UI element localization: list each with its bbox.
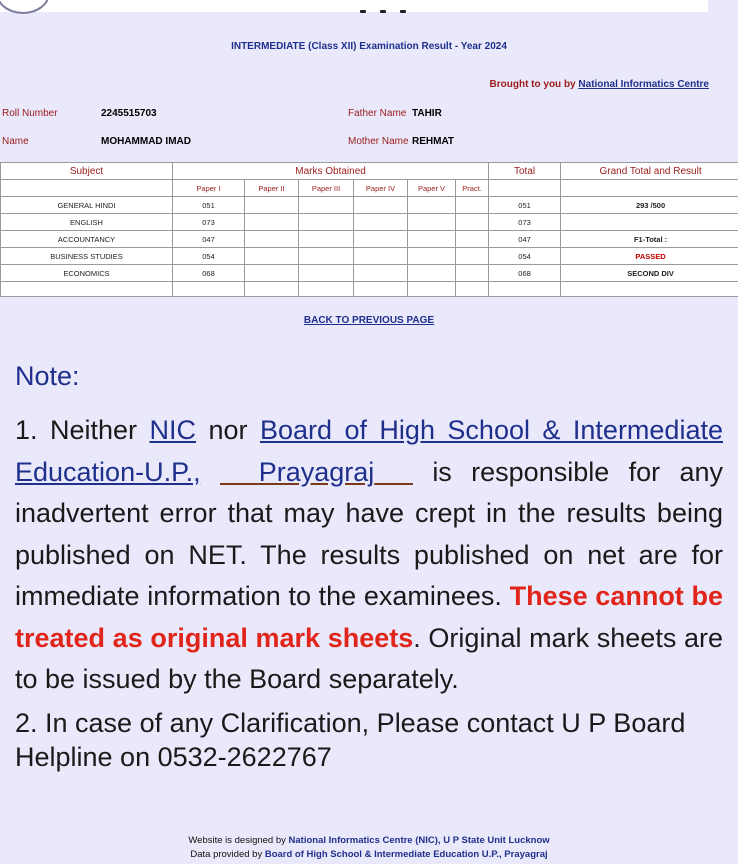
top-glyphs [360,0,420,4]
subject-cell: BUSINESS STUDIES [1,248,173,265]
result-label-cell: F1-Total : [561,231,738,248]
table-row [1,214,738,231]
paper-1-cell: 068 [173,265,245,282]
paper-3-header: Paper III [299,180,354,197]
footer-designer: National Informatics Centre (NIC), U P State Unit Lucknow [288,835,550,846]
footer-provider: Board of High School & Intermediate Education U.P., Prayagraj [264,849,548,860]
paper-1-cell: 054 [173,248,245,265]
note-text: . Original mark sheets are to be issued by the Board separately. [15,622,723,694]
page-title: INTERMEDIATE (Class XII) Examination Result - Year 2024 [231,41,507,52]
paper-5-header: Paper V [408,180,456,197]
note-text: 1. Neither [15,415,138,445]
brought-by [490,79,709,90]
empty-cell [1,180,173,197]
table-row [1,282,738,297]
paper-header-row [1,180,738,197]
footer-text: Data provided by [190,849,263,860]
total-cell: 051 [489,197,561,214]
roll-number-label: Roll Number [2,108,58,119]
note-text: nor [208,415,248,445]
mother-name-value: REHMAT [412,136,455,147]
subject-cell: ACCOUNTANCY [1,231,173,248]
top-band [0,0,708,12]
subject-cell: ECONOMICS [1,265,173,282]
note-paragraph-1 [15,410,723,701]
paper-2-header: Paper II [245,180,299,197]
father-name-label: Father Name [348,108,407,119]
grand-total-cell [561,214,738,231]
paper-1-cell: 073 [173,214,245,231]
result-status-cell: PASSED [561,248,738,265]
grand-header: Grand Total and Result [561,163,738,180]
subject-header: Subject [1,163,173,180]
prayagraj-text: Prayagraj [258,456,375,487]
footer-line-1 [0,834,738,848]
division-cell: SECOND DIV [561,265,738,282]
table-row [1,248,738,265]
name-label: Name [2,136,29,147]
footer [0,834,738,862]
practical-header: Pract. [456,180,489,197]
board-link[interactable]: Board of High School & Intermediate Education-U.P., [15,415,723,487]
total-header: Total [489,163,561,180]
subject-cell: ENGLISH [1,214,173,231]
note-paragraph-2: 2. In case of any Clarification, Please contact U P Board Helpline on 0532-2622767 [15,708,686,772]
marks-header: Marks Obtained [173,163,489,180]
grand-total-cell: 293 /500 [561,197,738,214]
footer-line-2 [0,848,738,862]
marks-table [0,162,738,297]
total-cell: 054 [489,248,561,265]
note-text: is responsible for any inadvertent error that may have crept in the results being published on NET. The results published on net are for immediate information to the examinees. [15,456,723,611]
total-cell: 068 [489,265,561,282]
father-name-value: TAHIR [412,108,442,119]
total-cell: 047 [489,231,561,248]
name-value: MOHAMMAD IMAD [101,136,191,147]
table-header-row [1,163,738,180]
empty-cell [489,180,561,197]
paper-1-cell: 051 [173,197,245,214]
paper-4-header: Paper IV [354,180,408,197]
prayagraj-link[interactable] [220,457,413,487]
note-title: Note: [15,361,80,391]
roll-number-value: 2245515703 [101,108,157,119]
empty-cell [561,180,738,197]
nic-note-link[interactable]: NIC [149,415,196,445]
total-cell: 073 [489,214,561,231]
table-row [1,265,738,282]
nic-link[interactable]: National Informatics Centre [578,79,709,90]
table-row [1,197,738,214]
paper-1-header: Paper I [173,180,245,197]
subject-cell: GENERAL HINDI [1,197,173,214]
brought-by-prefix: Brought to you by [489,79,576,90]
mother-name-label: Mother Name [348,136,409,147]
paper-1-cell: 047 [173,231,245,248]
disclaimer-warning: These cannot be treated as original mark sheets [15,581,723,653]
back-to-previous-link[interactable]: BACK TO PREVIOUS PAGE [303,315,435,326]
footer-text: Website is designed by [188,835,286,846]
table-row [1,231,738,248]
